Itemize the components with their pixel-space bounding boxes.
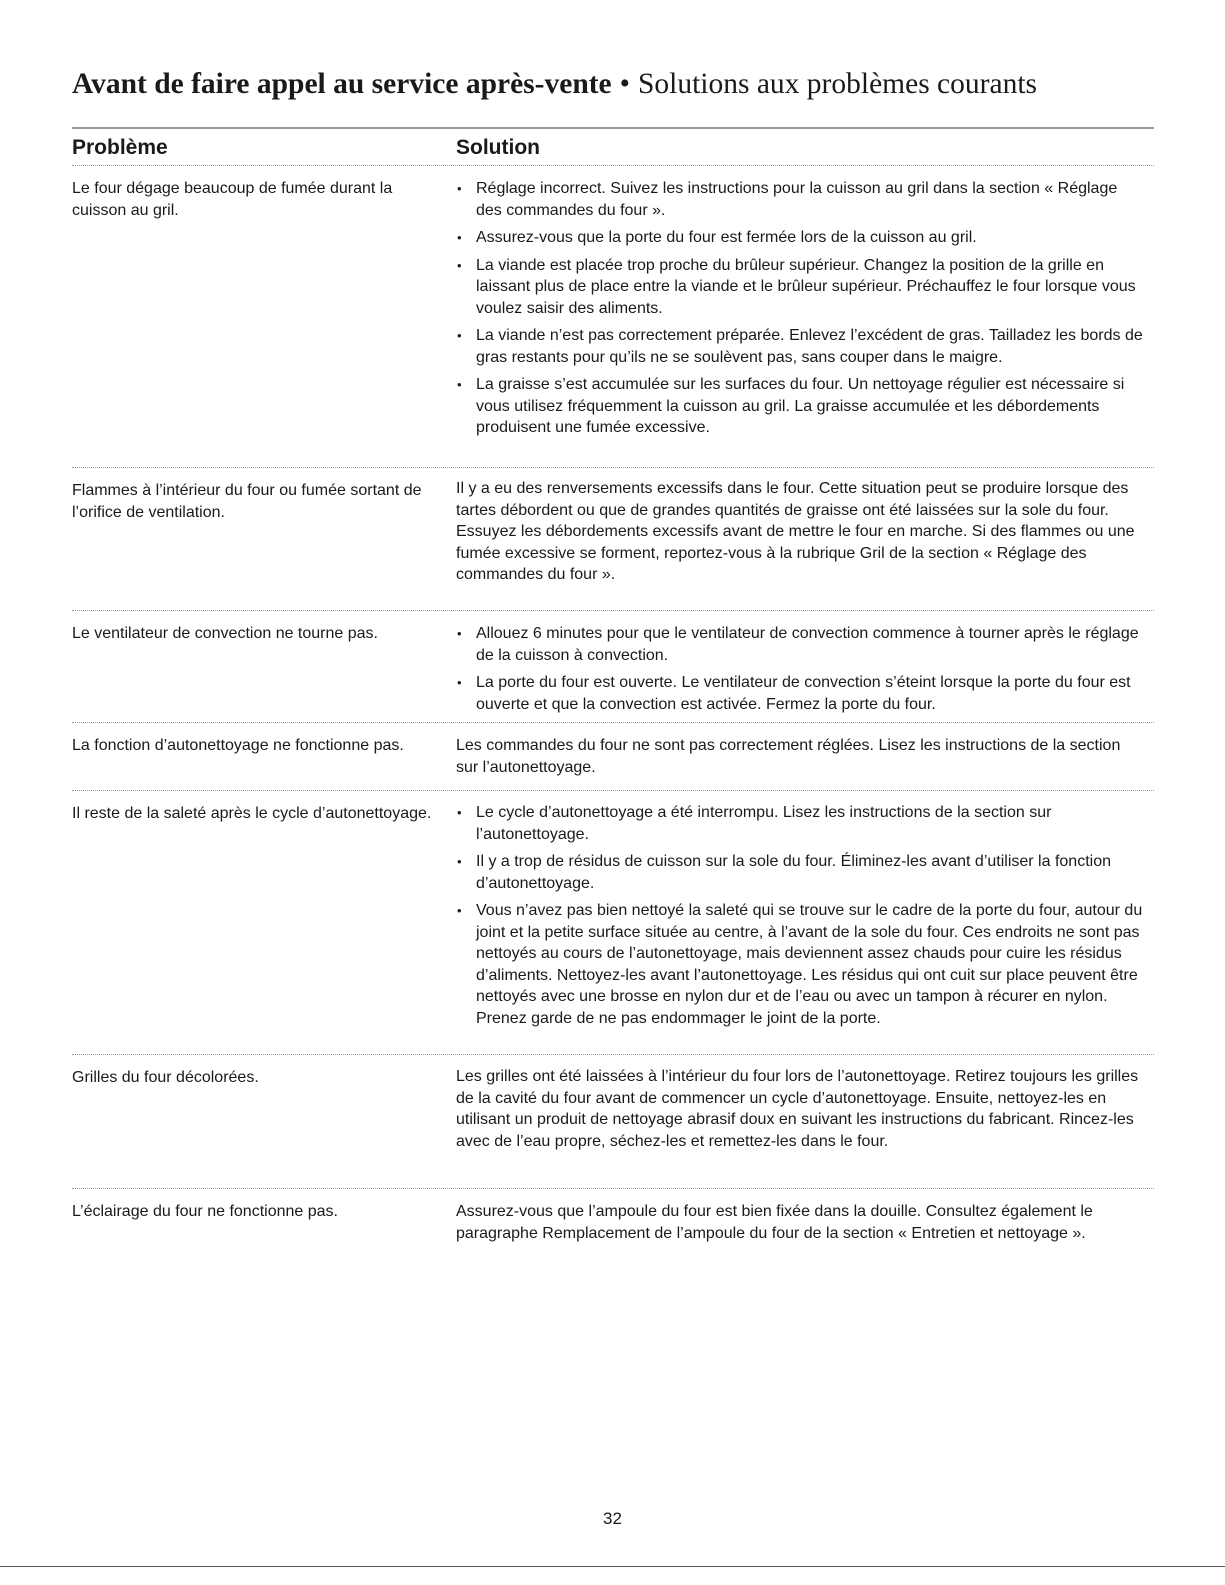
table-row bbox=[72, 1188, 1154, 1279]
title-separator: • bbox=[619, 68, 630, 100]
table-row bbox=[72, 1054, 1154, 1188]
solution-text: La porte du four est ouverte. Le ventilateur de convection s’éteint lorsque la porte du four est ouverte et que la convection est activée. Fermez la porte du four. bbox=[476, 674, 1131, 713]
solution-cell bbox=[456, 468, 1146, 586]
solution-text: Assurez-vous que l’ampoule du four est bien fixée dans la douille. Consultez également le paragraphe Remplacement de l’ampoule du four de la section « Entretien et nettoyage ». bbox=[456, 1203, 1093, 1242]
solution-text: Il y a eu des renversements excessifs dans le four. Cette situation peut se produire lorsque des tartes débordent ou que de grandes quantités de graisse ont été laissées sur la sole du four. Essuyez les débordements excessifs avant de mettre le four en marche. Si des flammes ou une fumée excessive se forment, reportez-vous à la rubrique Gril de la section « Réglage des commandes du four ». bbox=[456, 480, 1135, 583]
list-item bbox=[456, 672, 1146, 715]
solution-text: Les commandes du four ne sont pas correctement réglées. Lisez les instructions de la section sur l’autonettoyage. bbox=[456, 737, 1121, 776]
solution-cell bbox=[456, 723, 1146, 778]
list-item bbox=[456, 900, 1146, 1029]
solution-text: Vous n’avez pas bien nettoyé la saleté qui se trouve sur le cadre de la porte du four, autour du joint et la petite surface située au centre, à l’avant de la sole du four. Ces endroits ne sont pas nettoyés au cours de l’autonettoyage, mais deviennent assez chauds pour cuire les résidus d’aliments. Nettoyez-les avant l’autonettoyage. Les résidus qui ont cuit sur place peuvent être nettoyés avec une brosse en nylon dur et de l’eau ou avec un tampon à récurer en nylon. Prenez garde de ne pas endommager le joint de la porte. bbox=[476, 902, 1143, 1027]
list-item bbox=[456, 178, 1146, 221]
solution-text: Il y a trop de résidus de cuisson sur la sole du four. Éliminez-les avant d’utiliser la fonction d’autonettoyage. bbox=[476, 853, 1111, 892]
bullet-icon: • bbox=[457, 257, 462, 273]
solution-list bbox=[456, 623, 1146, 715]
bullet-icon: • bbox=[457, 854, 462, 869]
header-divider bbox=[72, 127, 1154, 129]
solution-cell bbox=[456, 791, 1146, 1029]
solution-text: Les grilles ont été laissées à l’intérieur du four lors de l’autonettoyage. Retirez toujours les grilles de la cavité du four avant de commencer un cycle d’autonettoyage. Ensuite, nettoyez-les en utilisant un produit de nettoyage abrasif doux en suivant les instructions du fabricant. Rincez-les avec de l’eau propre, séchez-les et remettez-les dans le four. bbox=[456, 1068, 1139, 1150]
table-row bbox=[72, 722, 1154, 790]
solution-list bbox=[456, 802, 1146, 1029]
solution-text: La viande est placée trop proche du brûleur supérieur. Changez la position de la grille en laissant plus de place entre la viande et le brûleur supérieur. Préchauffez le four lorsque vous voulez saisir des aliments. bbox=[476, 256, 1136, 317]
solution-list bbox=[456, 178, 1146, 439]
solution-text: Réglage incorrect. Suivez les instructions pour la cuisson au gril dans la section « Réglage des commandes du four ». bbox=[476, 180, 1118, 219]
solution-cell bbox=[456, 1055, 1146, 1152]
problem-cell: Grilles du four décolorées. bbox=[72, 1069, 259, 1086]
problem-cell: Le four dégage beaucoup de fumée durant la cuisson au gril. bbox=[72, 180, 393, 219]
solution-cell bbox=[456, 611, 1146, 715]
list-item bbox=[456, 802, 1146, 845]
column-header-problem: Problème bbox=[72, 136, 168, 159]
list-item bbox=[456, 851, 1146, 894]
list-item bbox=[456, 227, 1146, 249]
bullet-icon: • bbox=[457, 675, 462, 690]
bullet-icon: • bbox=[457, 377, 462, 392]
table-row bbox=[72, 165, 1154, 467]
solution-text: Assurez-vous que la porte du four est fermée lors de la cuisson au gril. bbox=[476, 229, 977, 246]
list-item bbox=[456, 623, 1146, 666]
problem-cell: L’éclairage du four ne fonctionne pas. bbox=[72, 1203, 338, 1220]
bullet-icon: • bbox=[457, 328, 462, 343]
solution-cell bbox=[456, 166, 1146, 439]
bullet-icon: • bbox=[457, 626, 462, 641]
bullet-icon: • bbox=[457, 805, 462, 820]
bullet-icon: • bbox=[457, 181, 462, 196]
solution-text: Le cycle d’autonettoyage a été interrompu. Lisez les instructions de la section sur l’autonettoyage. bbox=[476, 804, 1052, 843]
page-title-main: Avant de faire appel au service après-vente bbox=[72, 68, 612, 100]
page-title bbox=[72, 64, 1162, 104]
bullet-icon: • bbox=[457, 903, 462, 918]
bullet-icon: • bbox=[457, 230, 462, 245]
problem-cell: Le ventilateur de convection ne tourne pas. bbox=[72, 625, 378, 642]
problem-cell: Il reste de la saleté après le cycle d’autonettoyage. bbox=[72, 805, 432, 822]
problem-cell: Flammes à l’intérieur du four ou fumée sortant de l’orifice de ventilation. bbox=[72, 482, 422, 521]
troubleshooting-table bbox=[72, 165, 1154, 1279]
bottom-divider bbox=[0, 1566, 1225, 1567]
list-item bbox=[456, 255, 1146, 320]
page-number: 32 bbox=[603, 1509, 622, 1528]
table-row bbox=[72, 790, 1154, 1054]
solution-text: La viande n’est pas correctement préparée. Enlevez l’excédent de gras. Tailladez les bords de gras restants pour qu’ils ne se soulèvent pas, sans couper dans le maigre. bbox=[476, 327, 1143, 366]
list-item bbox=[456, 325, 1146, 368]
column-header-solution: Solution bbox=[456, 136, 540, 159]
table-row bbox=[72, 610, 1154, 722]
page-title-subtitle: Solutions aux problèmes courants bbox=[637, 68, 1037, 100]
problem-cell: La fonction d’autonettoyage ne fonctionne pas. bbox=[72, 737, 404, 754]
solution-cell bbox=[456, 1189, 1146, 1244]
solution-text: Allouez 6 minutes pour que le ventilateur de convection commence à tourner après le réglage de la cuisson à convection. bbox=[476, 625, 1139, 664]
solution-text: La graisse s’est accumulée sur les surfaces du four. Un nettoyage régulier est nécessaire si vous utilisez fréquemment la cuisson au gril. La graisse accumulée et les débordements produisent une fumée excessive. bbox=[476, 376, 1125, 436]
table-row bbox=[72, 467, 1154, 610]
list-item bbox=[456, 374, 1146, 439]
